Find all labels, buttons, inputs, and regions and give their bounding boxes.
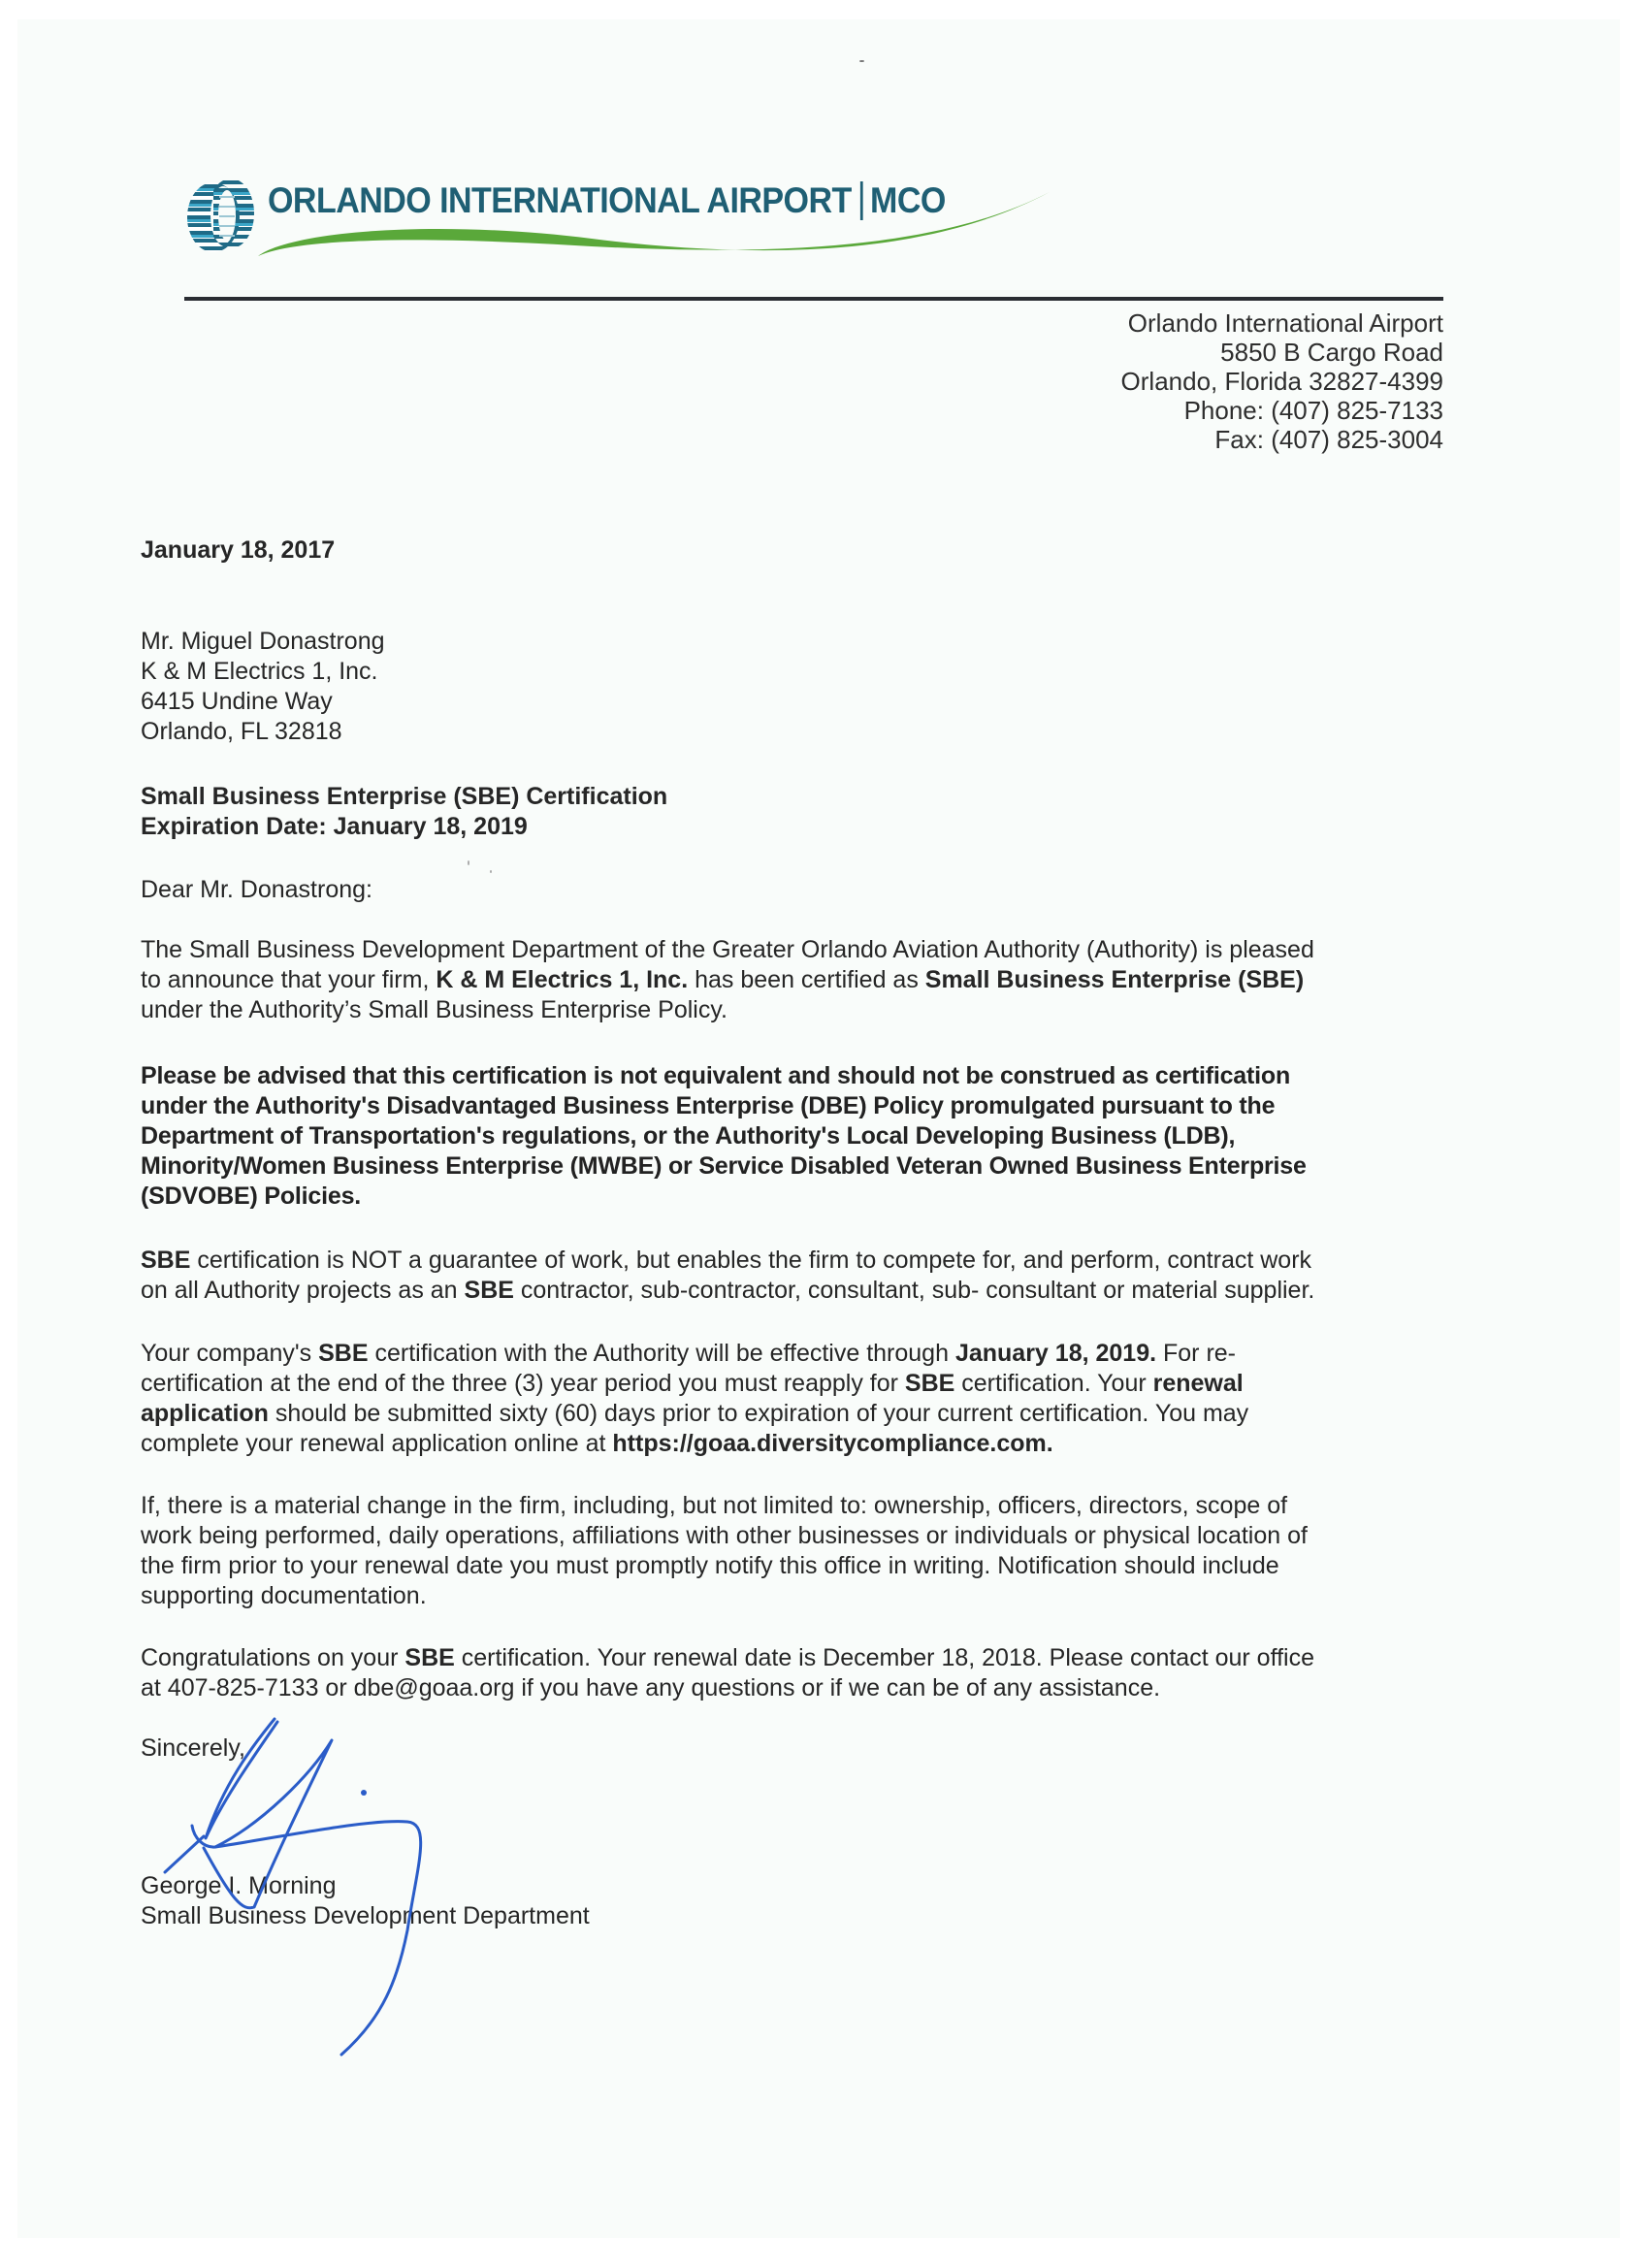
certification-type: Small Business Enterprise (SBE) bbox=[924, 966, 1305, 993]
text-run: should be submitted sixty (60) days prior to expiration of your current certification. You may bbox=[268, 1400, 1249, 1427]
airport-code: MCO bbox=[870, 180, 946, 220]
text-run: certification with the Authority will be effective through bbox=[368, 1340, 955, 1367]
sbe-term: SBE bbox=[141, 1247, 191, 1274]
text-run: certification. Your renewal date is December 18, 2018. Please contact our office bbox=[454, 1644, 1314, 1671]
renewal-url: https://goaa.diversitycompliance.com. bbox=[612, 1430, 1053, 1457]
text-line: The Small Business Development Department of the Greater Orlando Aviation Authority (Authority) is pleased bbox=[141, 936, 1314, 963]
renewal-term: application bbox=[141, 1400, 269, 1427]
text-run: certification is NOT a guarantee of work, but enables the firm to compete for, and perform, contract work bbox=[190, 1247, 1312, 1274]
recipient-city: Orlando, FL 32818 bbox=[141, 718, 342, 745]
signer-name: George I. Morning bbox=[141, 1872, 337, 1899]
firm-name: K & M Electrics 1, Inc. bbox=[436, 966, 689, 993]
sbe-term: SBE bbox=[404, 1644, 455, 1671]
text-run: has been certified as bbox=[688, 966, 925, 993]
signature-dot bbox=[361, 1790, 367, 1796]
text-line: work being performed, daily operations, affiliations with other businesses or individuals or physical location of bbox=[141, 1522, 1308, 1549]
sbe-term: SBE bbox=[318, 1340, 369, 1367]
org-name: ORLANDO INTERNATIONAL AIRPORT bbox=[268, 180, 852, 220]
text-run: on all Authority projects as an bbox=[141, 1277, 465, 1304]
salutation: Dear Mr. Donastrong: bbox=[141, 876, 372, 903]
address-fax: Fax: (407) 825-3004 bbox=[1214, 425, 1443, 454]
text-line: under the Authority’s Small Business Enterprise Policy. bbox=[141, 996, 728, 1023]
text-line: Please be advised that this certification is not equivalent and should not be construed as certification bbox=[141, 1062, 1291, 1089]
address-line: Orlando, Florida 32827-4399 bbox=[1120, 367, 1443, 396]
recipient-name: Mr. Miguel Donastrong bbox=[141, 628, 385, 655]
address-line: Orlando International Airport bbox=[1127, 308, 1443, 338]
text-run: certification at the end of the three (3) year period you must reapply for bbox=[141, 1370, 905, 1397]
effective-date: January 18, 2019. bbox=[954, 1340, 1157, 1367]
closing: Sincerely, bbox=[141, 1734, 245, 1762]
text-run: contractor, sub-contractor, consultant, sub- consultant or material supplier. bbox=[513, 1277, 1315, 1304]
text-run: certification. Your bbox=[954, 1370, 1153, 1397]
text-line: the firm prior to your renewal date you must promptly notify this office in writing. Notification should include bbox=[141, 1552, 1279, 1579]
text-line: at 407-825-7133 or dbe@goaa.org if you have any questions or if we can be of any assistance. bbox=[141, 1674, 1161, 1701]
recipient-street: 6415 Undine Way bbox=[141, 688, 333, 715]
sbe-term: SBE bbox=[904, 1370, 955, 1397]
text-run: For re- bbox=[1156, 1340, 1236, 1367]
scan-speck bbox=[490, 870, 492, 873]
address-phone: Phone: (407) 825-7133 bbox=[1183, 396, 1443, 425]
text-run: Your company's bbox=[141, 1340, 319, 1367]
recipient-company: K & M Electrics 1, Inc. bbox=[141, 658, 378, 685]
text-run: Congratulations on your bbox=[141, 1644, 405, 1671]
text-line: If, there is a material change in the firm, including, but not limited to: ownership, officers, directors, scope of bbox=[141, 1492, 1288, 1519]
sbe-term: SBE bbox=[464, 1277, 514, 1304]
address-line: 5850 B Cargo Road bbox=[1220, 338, 1443, 367]
text-line: under the Authority's Disadvantaged Business Enterprise (DBE) Policy promulgated pursuant to the bbox=[141, 1092, 1276, 1119]
renewal-term: renewal bbox=[1152, 1370, 1244, 1397]
expiration-line: Expiration Date: January 18, 2019 bbox=[141, 813, 528, 840]
text-line: Minority/Women Business Enterprise (MWBE) or Service Disabled Veteran Owned Business Enterprise bbox=[141, 1152, 1307, 1180]
scan-speck bbox=[468, 860, 469, 865]
text-run: to announce that your firm, bbox=[141, 966, 436, 993]
text-line: (SDVOBE) Policies. bbox=[141, 1183, 362, 1210]
text-run: complete your renewal application online at bbox=[141, 1430, 613, 1457]
scan-speck bbox=[859, 60, 864, 62]
text-line: supporting documentation. bbox=[141, 1582, 427, 1609]
subject-line: Small Business Enterprise (SBE) Certification bbox=[141, 783, 668, 810]
text-line: Department of Transportation's regulations, or the Authority's Local Developing Business (LDB), bbox=[141, 1122, 1236, 1150]
letter-date: January 18, 2017 bbox=[141, 536, 336, 564]
signer-department: Small Business Development Department bbox=[141, 1902, 590, 1929]
